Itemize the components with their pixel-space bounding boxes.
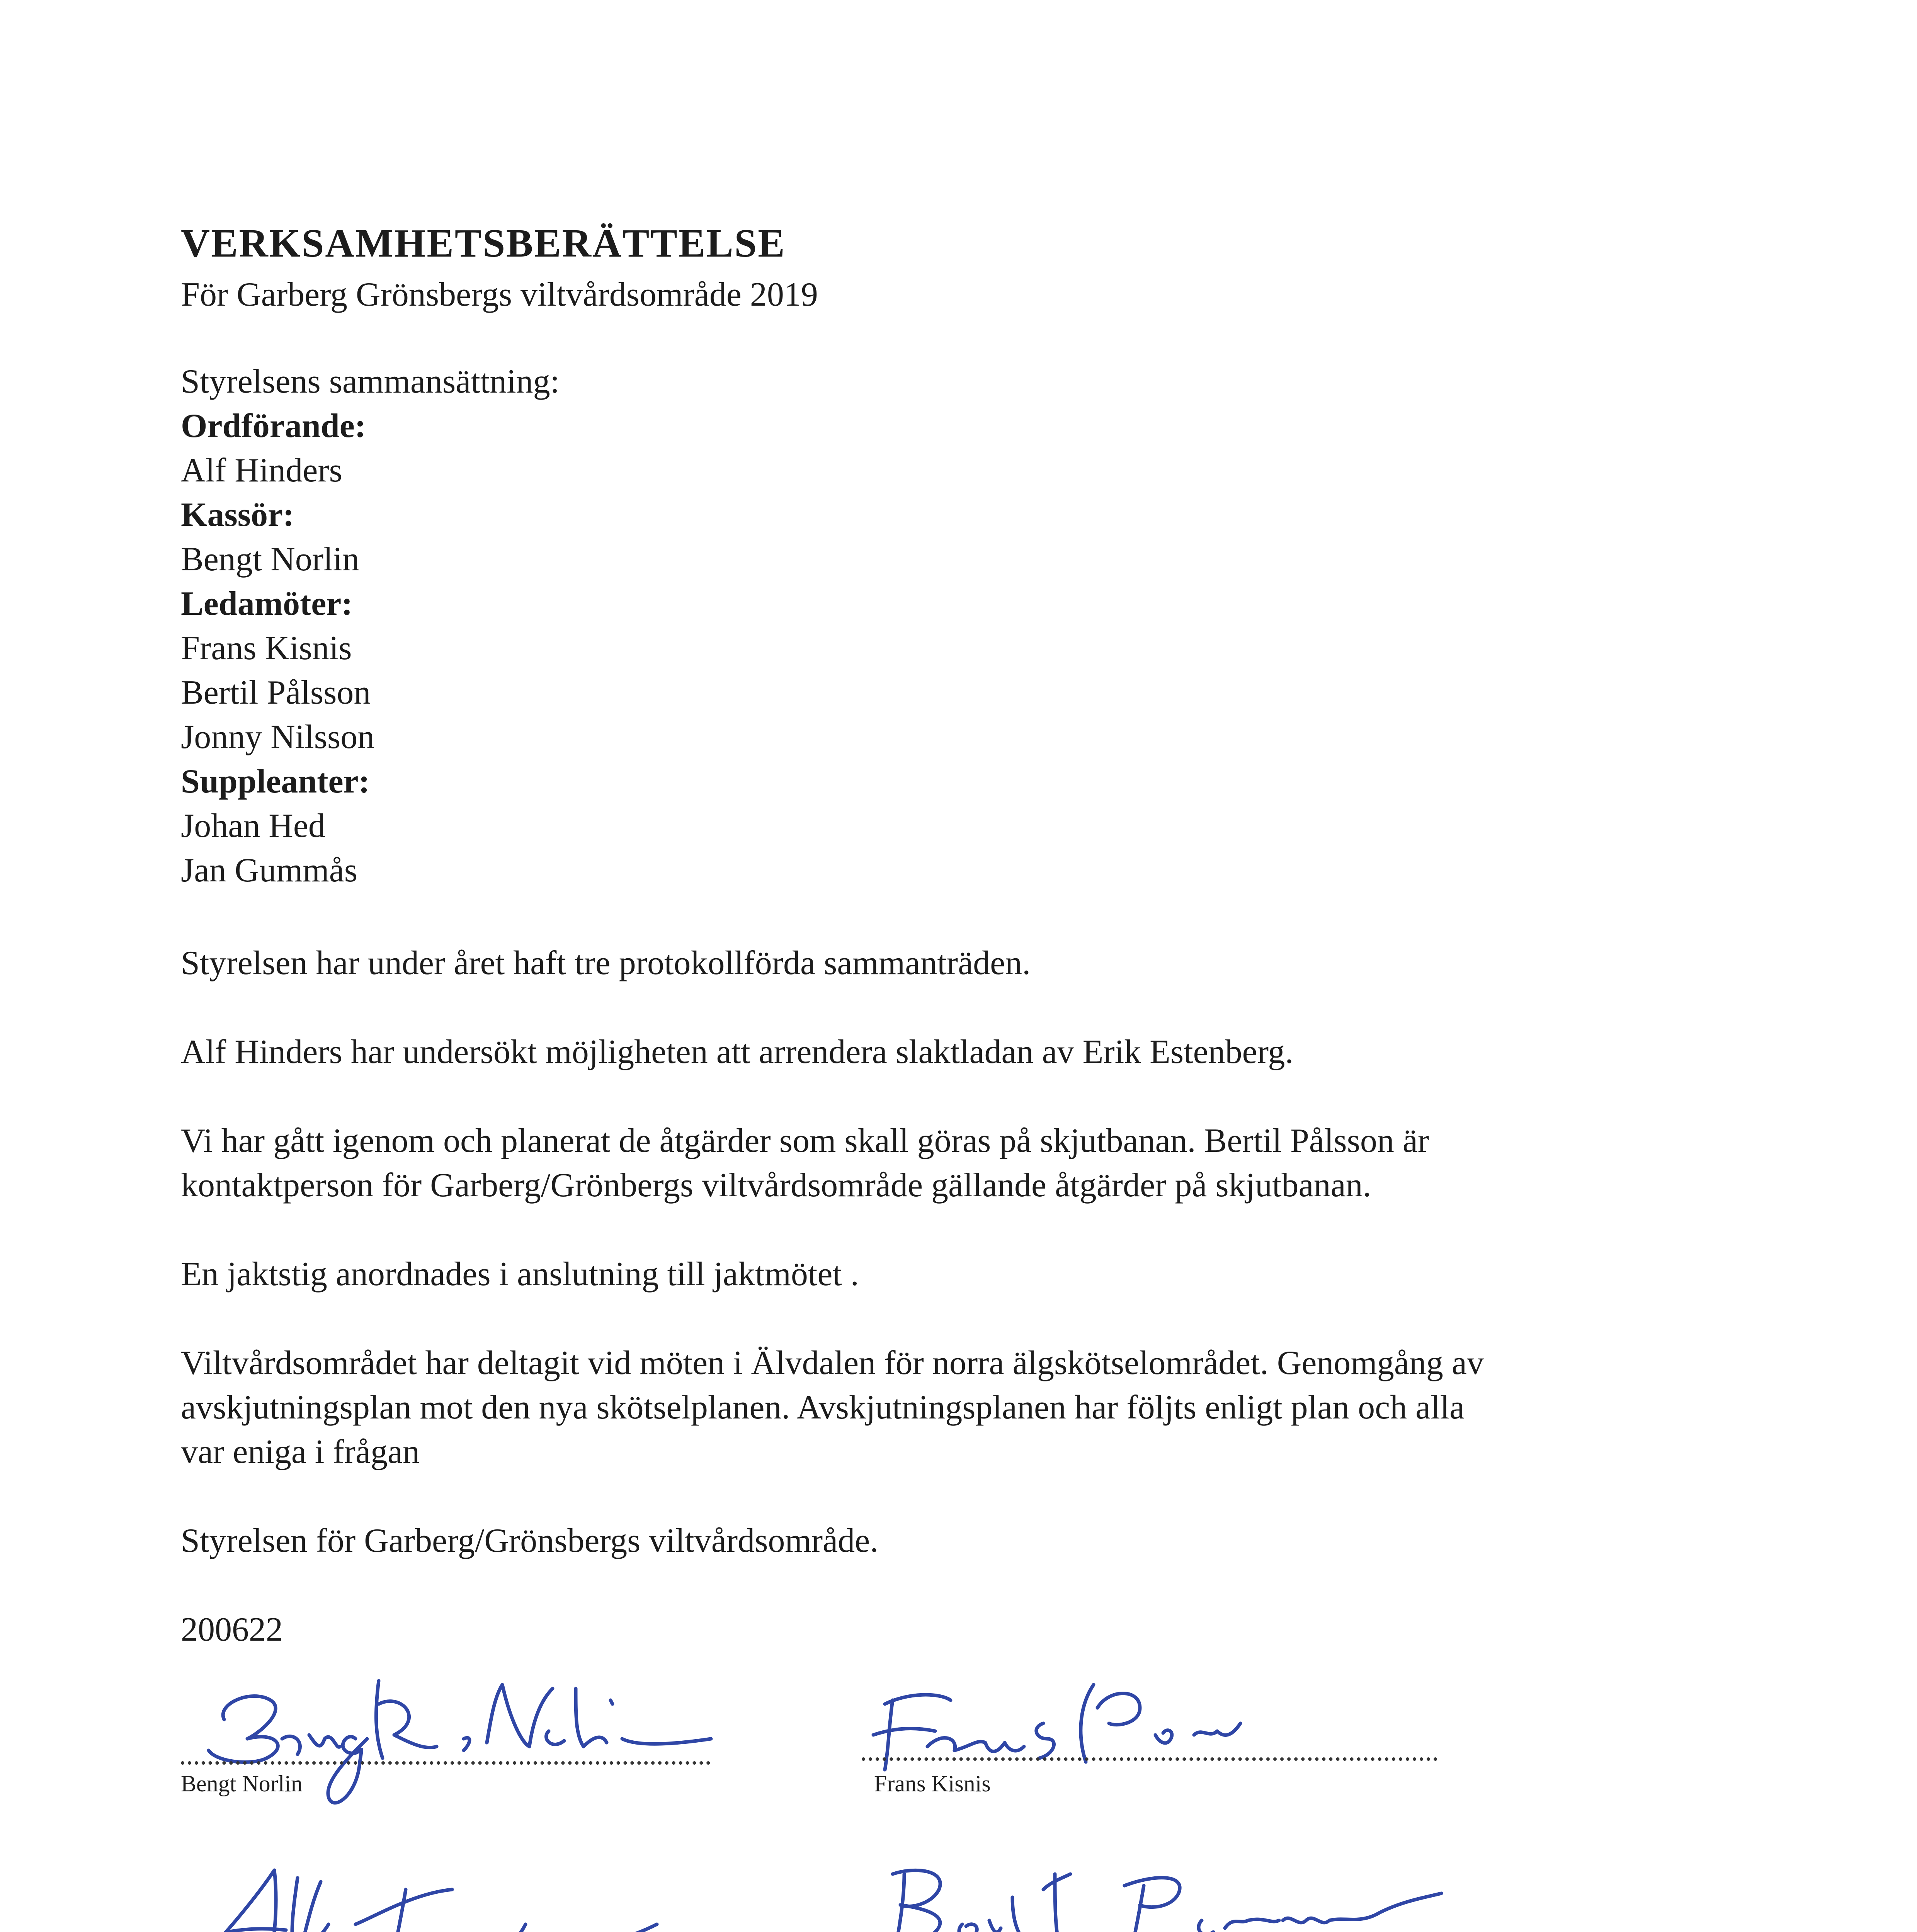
document-title: VERKSAMHETSBERÄTTELSE	[181, 221, 786, 265]
signature-name: Bengt Norlin	[181, 1771, 303, 1796]
member-name: Jonny Nilsson	[181, 718, 375, 756]
paragraph-moose-line: Viltvårdsområdet har deltagit vid möten i Älvdalen för norra älgskötselområdet. Genomgång av	[181, 1344, 1484, 1382]
document-date: 200622	[181, 1611, 283, 1648]
paragraph-meetings: Styrelsen har under året haft tre protokollförda sammanträden.	[181, 944, 1031, 982]
member-name: Bertil Pålsson	[181, 674, 371, 711]
signature-bertil-paulsson	[862, 1851, 1449, 1932]
chair-label: Ordförande:	[181, 407, 366, 445]
paragraph-moose-line: var eniga i frågan	[181, 1433, 420, 1471]
paragraph-moose-line: avskjutningsplan mot den nya skötselplanen. Avskjutningsplanen har följts enligt plan och alla	[181, 1389, 1465, 1426]
signature-line	[181, 1761, 710, 1765]
signature-frans-kisnis	[862, 1638, 1267, 1785]
paragraph-range-line: Vi har gått igenom och planerat de åtgärder som skall göras på skjutbanan. Bertil Pålsson är	[181, 1122, 1429, 1160]
signature-alf-hinders	[182, 1847, 684, 1932]
document-subtitle: För Garberg Grönsbergs viltvårdsområde 2019	[181, 276, 818, 313]
closing-line: Styrelsen för Garberg/Grönsbergs viltvårdsområde.	[181, 1522, 879, 1560]
deputy-name: Johan Hed	[181, 807, 325, 845]
deputy-name: Jan Gummås	[181, 852, 358, 889]
members-label: Ledamöter:	[181, 585, 353, 622]
paragraph-lease: Alf Hinders har undersökt möjligheten att arrendera slaktladan av Erik Estenberg.	[181, 1033, 1294, 1071]
signature-name: Frans Kisnis	[874, 1771, 991, 1796]
paragraph-range-line: kontaktperson för Garberg/Grönbergs viltvårdsområde gällande åtgärder på skjutbanan.	[181, 1167, 1371, 1204]
deputies-label: Suppleanter:	[181, 763, 370, 800]
member-name: Frans Kisnis	[181, 629, 352, 667]
board-heading: Styrelsens sammansättning:	[181, 363, 560, 400]
treasurer-label: Kassör:	[181, 496, 294, 534]
chair-name: Alf Hinders	[181, 452, 342, 489]
signature-line	[862, 1757, 1437, 1761]
paragraph-trail: En jaktstig anordnades i anslutning till jaktmötet .	[181, 1255, 859, 1293]
treasurer-name: Bengt Norlin	[181, 541, 359, 578]
